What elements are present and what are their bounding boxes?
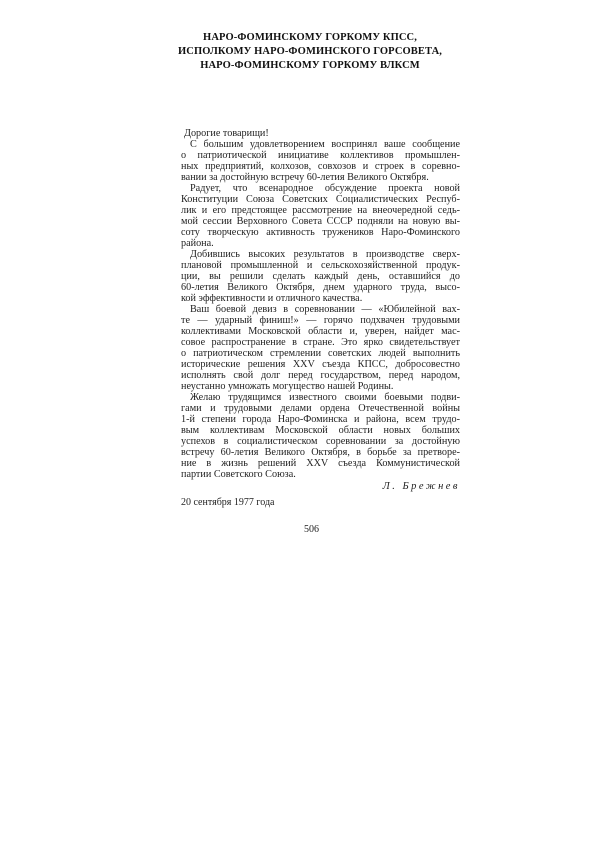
text-line: Желаю трудящимся известного своими боевыми подви- <box>190 392 460 403</box>
text-line: успехов в социалистическом соревновании за достойную <box>181 436 460 447</box>
text-line: те — ударный финиш!» — горячо подхвачен трудовыми <box>181 315 460 326</box>
text-line: мой сессии Верховного Совета СССР подняли на новую вы- <box>181 216 460 227</box>
addressee-header <box>150 31 470 73</box>
text-line: коллективами Московской области и, уверен, найдет мас- <box>181 326 460 337</box>
header-line: НАРО-ФОМИНСКОМУ ГОРКОМУ ВЛКСМ <box>200 60 420 71</box>
text-line: кой эффективности и отличного качества. <box>181 293 363 304</box>
text-line: неустанно умножать могущество нашей Родины. <box>181 381 394 392</box>
text-line: исторические решения XXV съезда КПСС, добросовестно <box>181 359 460 370</box>
signature: Л. Брежнев <box>382 481 460 492</box>
page-number: 506 <box>304 524 319 535</box>
text-line: совое распространение в стране. Это ярко свидетельствует <box>181 337 460 348</box>
text-line: Радует, что всенародное обсуждение проекта новой <box>190 183 460 194</box>
text-line: вым коллективам Московской области новых больших <box>181 425 460 436</box>
text-line: встречу 60-летия Великого Октября, в борьбе за претворе- <box>181 447 460 458</box>
salutation: Дорогие товарищи! <box>184 128 269 139</box>
paragraph <box>181 183 460 249</box>
text-line: ние в жизнь решений XXV съезда Коммунистической <box>181 458 460 469</box>
text-line: С большим удовлетворением воспринял ваше сообщение <box>190 139 460 150</box>
paragraph <box>181 392 460 480</box>
text-line: лик и его предстоящее рассмотрение на внеочередной седь- <box>181 205 460 216</box>
text-line: района. <box>181 238 214 249</box>
text-line: о патриотической инициативе коллективов промышлен- <box>181 150 460 161</box>
text-line: ных предприятий, колхозов, совхозов и строек в соревно- <box>181 161 460 172</box>
text-line: 60-летия Великого Октября, днем ударного труда, высо- <box>181 282 460 293</box>
text-line: партии Советского Союза. <box>181 469 296 480</box>
text-line: о патриотическом стремлении советских людей выполнить <box>181 348 460 359</box>
paragraph <box>181 304 460 392</box>
text-line: соту творческую активность тружеников Наро-Фоминского <box>181 227 460 238</box>
letter-date: 20 сентября 1977 года <box>181 497 275 508</box>
paragraph <box>181 139 460 183</box>
text-line: вании за достойную встречу 60-летия Великого Октября. <box>181 172 429 183</box>
paragraph <box>181 249 460 304</box>
text-line: плановой промышленной и сельскохозяйственной продук- <box>181 260 460 271</box>
text-line: ции, вы решили сделать каждый день, оставшийся до <box>181 271 460 282</box>
text-line: Ваш боевой девиз в соревновании — «Юбилейной вах- <box>190 304 460 315</box>
text-line: Конституции Союза Советских Социалистических Респуб- <box>181 194 460 205</box>
text-line: гами и трудовыми делами ордена Отечественной войны <box>181 403 460 414</box>
text-line: исполнять свой долг перед государством, перед народом, <box>181 370 460 381</box>
letter-body <box>181 128 460 480</box>
text-line: Добившись высоких результатов в производстве сверх- <box>190 249 460 260</box>
header-line: ИСПОЛКОМУ НАРО-ФОМИНСКОГО ГОРСОВЕТА, <box>178 46 442 57</box>
text-line: 1-й степени города Наро-Фоминска и района, всем трудо- <box>181 414 460 425</box>
header-line: НАРО-ФОМИНСКОМУ ГОРКОМУ КПСС, <box>203 32 417 43</box>
